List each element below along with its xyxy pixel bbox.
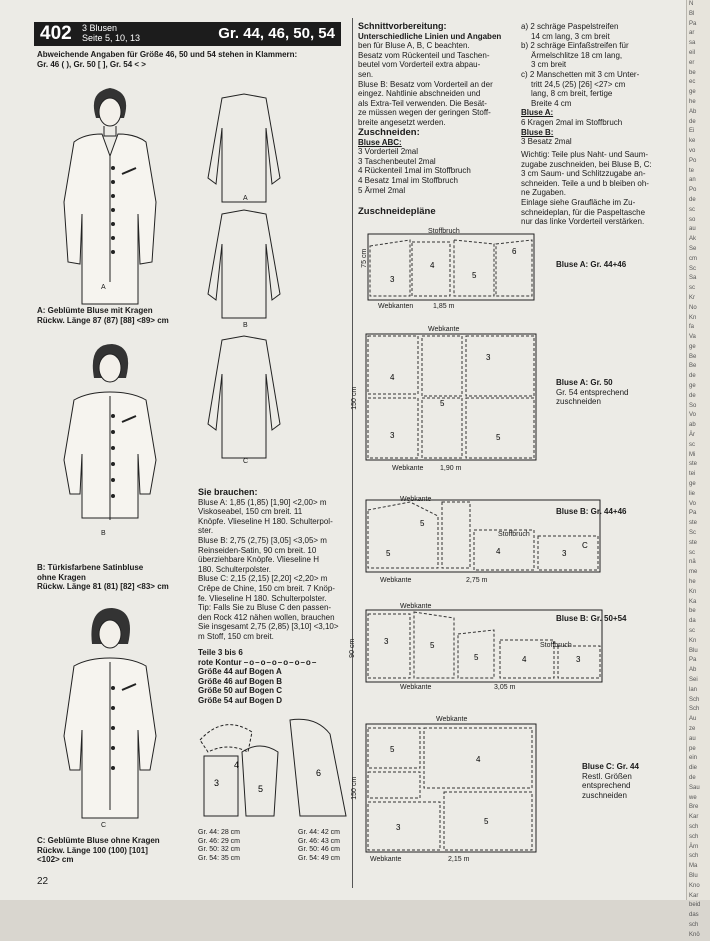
- svg-text:5: 5: [440, 399, 445, 408]
- pattern-number: 402: [40, 23, 72, 44]
- next-page-fragment: Se: [689, 245, 697, 252]
- plan3-webkante-bottom: Webkante: [380, 577, 412, 584]
- svg-text:4: 4: [234, 760, 240, 770]
- next-page-fragment: Ka: [689, 598, 697, 605]
- prep-block: Schnittvorbereitung: Unterschiedliche Linien und Angaben ben für Bluse A, B, C beachten. Besatz vom Rückenteil und Taschen- beutel vom Vorderteil extra abpau- sen. Bluse B: Besatz vom Vorderteil an der eingez. Nahtlinie abschneiden und als Extra-Teil verwenden. Die Besät- ze müssen wegen der geringen Stoff- breite angesetzt werden.: [358, 21, 502, 127]
- svg-text:5: 5: [474, 653, 479, 662]
- next-page-fragment: Ak: [689, 236, 697, 243]
- caption-b: B: Türkisfarbene Satinbluse ohne Kragen Rückw. Länge 81 (81) [82] <83> cm: [37, 563, 169, 592]
- next-page-fragment: vo: [689, 147, 696, 154]
- next-page-fragment: sa: [689, 40, 696, 47]
- cutting-plan-c-44: [356, 718, 546, 858]
- size-note: Abweichende Angaben für Größe 46, 50 und 54 stehen in Klammern: Gr. 46 ( ), Gr. 50 [ ], Gr. 54 < >: [37, 50, 298, 69]
- plan3-stoffbruch: Stoffbruch: [498, 531, 530, 538]
- next-page-fragment: Blu: [689, 647, 698, 654]
- next-page-fragment: ein: [689, 755, 698, 762]
- plan3-label: Bluse B: Gr. 44+46: [556, 507, 627, 516]
- next-page-fragment: sc: [689, 285, 695, 292]
- next-page-fragment: Är: [689, 432, 695, 439]
- next-page-fragment: so: [689, 216, 696, 223]
- next-page-fragment: Blu: [689, 872, 698, 879]
- pattern-pieces: [194, 712, 354, 822]
- svg-text:3: 3: [390, 275, 395, 284]
- svg-text:4: 4: [522, 655, 527, 664]
- svg-text:3: 3: [562, 549, 567, 558]
- next-page-fragment: da: [689, 618, 696, 625]
- next-page-fragment: Ma: [689, 863, 698, 870]
- next-page-fragment: ab: [689, 422, 696, 429]
- next-page-fragment: Ab: [689, 667, 697, 674]
- next-page-fragment: No: [689, 304, 697, 311]
- figure-label-c: C: [101, 822, 107, 829]
- next-page-fragment: Au: [689, 716, 697, 723]
- cutting-plan-a-44-46: [356, 228, 546, 314]
- next-page-fragment: Sc: [689, 530, 697, 537]
- page-number: 22: [37, 876, 49, 887]
- next-page-fragment: te: [689, 167, 695, 174]
- plans-title: Zuschneidepläne: [358, 206, 436, 217]
- cut-title: Zuschneiden:: [358, 127, 420, 138]
- next-page-fragment: Be: [689, 363, 697, 370]
- svg-text:5: 5: [386, 549, 391, 558]
- next-page-fragment: Po: [689, 187, 697, 194]
- cutting-plan-a-50: [356, 326, 546, 468]
- next-page-fragment: Pa: [689, 20, 697, 27]
- next-page-fragment: ge: [689, 343, 696, 350]
- next-page-fragment: Kar: [689, 892, 699, 899]
- caption-a: A: Geblümte Bluse mit Kragen Rückw. Länge 87 (87) [88] <89> cm: [37, 306, 169, 325]
- next-page-fragment: eil: [689, 49, 696, 56]
- pattern-title: 3 Blusen: [82, 23, 118, 33]
- plan5-label: Bluse C: Gr. 44 Restl. Größen entsprechend zuschneiden: [582, 762, 639, 800]
- next-page-fragment: er: [689, 59, 695, 66]
- svg-text:4: 4: [496, 547, 501, 556]
- next-page-fragment: sc: [689, 441, 695, 448]
- next-page-fragment: Be: [689, 353, 697, 360]
- next-page-fragment: ste: [689, 539, 698, 546]
- svg-text:3: 3: [576, 655, 581, 664]
- next-page-fragment: Po: [689, 157, 697, 164]
- next-page-fragment: sch: [689, 853, 699, 860]
- svg-text:5: 5: [472, 271, 477, 280]
- next-page-fragment: au: [689, 226, 696, 233]
- hint-block: Wichtig: Teile plus Naht- und Saum- zugabe zuschneiden, bei Bluse B, C: 3 cm Saum- und Schlitzzugabe an- schneiden. Teile a und b bleiben oh- ne Zugaben. Einlage siehe Graufläche im Zu- schneideplan, für die Paspeltasche nur das linke Vorderteil verstärken.: [521, 150, 652, 227]
- next-page-fragment: ke: [689, 138, 696, 145]
- svg-text:5: 5: [496, 433, 501, 442]
- next-page-fragment: ge: [689, 383, 696, 390]
- parts-block: Teile 3 bis 6 rote Kontur –o–o–o–o–o–o– Größe 44 auf Bogen A Größe 46 auf Bogen B Größe 50 auf Bogen C Größe 54 auf Bogen D: [198, 648, 318, 705]
- plan4-webkante-bottom: Webkante: [400, 684, 432, 691]
- svg-text:5: 5: [420, 519, 425, 528]
- next-page-fragment: So: [689, 402, 697, 409]
- next-page-fragment: sc: [689, 628, 695, 634]
- next-page-fragment: sch: [689, 823, 699, 830]
- plan1-label: Bluse A: Gr. 44+46: [556, 260, 627, 269]
- lengths-left: Gr. 44: 28 cm Gr. 46: 29 cm Gr. 50: 32 cm Gr. 54: 35 cm: [198, 829, 241, 862]
- plan2-webkante: Webkante: [428, 326, 460, 333]
- next-page-fragment: we: [689, 794, 697, 801]
- next-page-fragment: Va: [689, 334, 696, 341]
- next-page-fragment: Pa: [689, 510, 697, 517]
- plan1-width: 75 cm: [361, 248, 369, 268]
- next-page-fragment: Ab: [689, 108, 697, 115]
- next-page-fragment: Sch: [689, 706, 700, 713]
- next-page-fragment: au: [689, 735, 696, 742]
- column-divider: [352, 18, 353, 888]
- next-page-fragment: de: [689, 774, 696, 781]
- next-page-fragment: N: [689, 1, 694, 7]
- pattern-pages: Seite 5, 10, 13: [82, 32, 141, 43]
- plan2-length: 1,90 m: [440, 465, 462, 472]
- next-page-fragment: ec: [689, 79, 696, 86]
- next-page-fragment: cm: [689, 255, 697, 262]
- next-page-fragment: das: [689, 912, 699, 919]
- next-page-fragment: Mi: [689, 451, 696, 458]
- svg-text:4: 4: [476, 755, 481, 764]
- cut-block: Zuschneiden: Bluse ABC: 3 Vorderteil 2mal 3 Taschenbeutel 2mal 4 Rückenteil 1mal im Stoffbruch 4 Besatz 1mal im Stoffbruch 5 Ärmel 2mal: [358, 127, 471, 195]
- plan3-length: 2,75 m: [466, 577, 488, 584]
- figure-blouse-b: [34, 338, 184, 538]
- flat-label-c: C: [243, 458, 249, 465]
- svg-text:6: 6: [512, 247, 517, 256]
- plan4-stoffbruch: Stoffbruch: [540, 642, 572, 649]
- next-page-fragment: Sc: [689, 265, 697, 272]
- next-page-fragment: Kno: [689, 882, 700, 889]
- plan2-label: Bluse A: Gr. 50 Gr. 54 entsprechend zuschneiden: [556, 378, 629, 407]
- next-page-fragment: Pa: [689, 657, 697, 664]
- next-page-fragment: ste: [689, 520, 698, 527]
- next-page-fragment: Vo: [689, 500, 697, 507]
- svg-text:5: 5: [390, 745, 395, 754]
- next-page-fragment: ge: [689, 89, 696, 96]
- svg-text:5: 5: [484, 817, 489, 826]
- pattern-title-block: [82, 24, 140, 43]
- flat-label-b: B: [243, 322, 248, 329]
- next-page-fragment: sc: [689, 549, 695, 556]
- next-page-fragment: be: [689, 608, 696, 615]
- next-page-fragment: beid: [689, 902, 701, 909]
- plan4-label: Bluse B: Gr. 50+54: [556, 614, 627, 623]
- plan4-length: 3,05 m: [494, 684, 516, 691]
- next-page-fragment: lie: [689, 490, 696, 497]
- next-page-fragment: Bre: [689, 804, 699, 811]
- right-list: a) 2 schräge Paspelstreifen 14 cm lang, 3 cm breit b) 2 schräge Einfaßstreifen für Ärmelschlitze 18 cm lang, 3 cm breit c) 2 Manschetten mit 3 cm Unter- tritt 24,5 (25) [26] <27> cm lang, 8 cm breit, fertige Breite 4 cm Bluse A: 6 Kragen 2mal im Stoffbruch Bluse B: 3 Besatz 2mal: [521, 22, 640, 147]
- svg-text:3: 3: [396, 823, 401, 832]
- next-page-fragment: sc: [689, 206, 695, 213]
- next-page-fragment: sch: [689, 833, 699, 840]
- next-page-fragment: tei: [689, 471, 696, 478]
- next-page-fragment: Ei: [689, 128, 695, 135]
- figure-label-a: A: [101, 284, 106, 291]
- needs-block: Sie brauchen: Bluse A: 1,85 (1,85) [1,90] <2,00> m Viskoseabel, 150 cm breit. 11 Knöpfe. Vlieseline H 180. Schulterpol- ster. Bluse B: 2,75 (2,75) [3,05] <3,05> m Reinseiden-Satin, 90 cm breit. 10 überziehbare Knöpfe. Vlieseline H 180. Schulterpolster. Bluse C: 2,15 (2,15) [2,20] <2,20> m Crêpe de Chine, 150 cm breit. 7 Knöp- fe. Vlieseline H 180. Schulterpolster. Tip: Falls Sie zu Bluse C den passen- den Rock 412 nähen wollen, brauchen Sie insgesamt 2,75 (2,85) [3,10] <3,10> m Stoff, 150 cm breit.: [198, 487, 339, 641]
- svg-text:3: 3: [384, 637, 389, 646]
- next-page-fragment: Sau: [689, 784, 700, 791]
- next-page-fragment: Sa: [689, 275, 697, 282]
- next-page-fragment: de: [689, 392, 696, 399]
- plan1-length: 1,85 m: [433, 303, 455, 310]
- pattern-header: [34, 22, 341, 46]
- next-page-edge: [686, 0, 710, 938]
- next-page-fragment: nä: [689, 559, 696, 566]
- plan4-width: 90 cm: [349, 638, 357, 658]
- next-page-fragment: pe: [689, 745, 696, 752]
- next-page-fragment: Kr: [689, 294, 695, 301]
- svg-text:5: 5: [430, 641, 435, 650]
- plan5-webkante-bottom: Webkante: [370, 856, 402, 863]
- svg-text:6: 6: [316, 768, 322, 778]
- next-page-fragment: Kn: [689, 314, 697, 321]
- next-page-fragment: Kar: [689, 814, 699, 821]
- next-page-fragment: de: [689, 373, 696, 380]
- svg-text:4: 4: [390, 373, 395, 382]
- svg-text:3: 3: [390, 431, 395, 440]
- next-page-fragment: be: [689, 69, 696, 76]
- next-page-fragment: Bl: [689, 10, 695, 17]
- plan5-width: 150 cm: [351, 776, 359, 800]
- next-page-fragment: ar: [689, 30, 695, 37]
- next-page-fragment: Kn: [689, 588, 697, 595]
- next-page-fragment: he: [689, 98, 696, 105]
- lengths-right: Gr. 44: 42 cm Gr. 46: 43 cm Gr. 50: 46 cm Gr. 54: 49 cm: [298, 829, 341, 862]
- next-page-fragment: me: [689, 569, 698, 576]
- plan5-length: 2,15 m: [448, 856, 470, 863]
- pattern-sizes: Gr. 44, 46, 50, 54: [218, 25, 335, 42]
- next-page-fragment: ge: [689, 481, 696, 488]
- figure-blouse-a: [34, 82, 184, 302]
- plan1-stoffbruch: Stoffbruch: [428, 228, 460, 235]
- next-page-fragment: fa: [689, 324, 695, 331]
- next-page-fragment: ste: [689, 461, 698, 468]
- svg-text:3: 3: [486, 353, 491, 362]
- svg-text:4: 4: [430, 261, 435, 270]
- plan5-webkante: Webkante: [436, 716, 468, 723]
- next-page-fragment: de: [689, 196, 696, 203]
- next-page-fragment: ze: [689, 725, 696, 732]
- svg-text:5: 5: [258, 784, 264, 794]
- flat-sketches: [200, 88, 290, 468]
- next-page-fragment: he: [689, 579, 696, 586]
- next-page-fragment: de: [689, 118, 696, 125]
- next-page-fragment: Kn: [689, 637, 697, 644]
- next-page-fragment: Knö: [689, 931, 700, 938]
- figure-label-b: B: [101, 530, 106, 537]
- svg-text:3: 3: [214, 778, 220, 788]
- plan1-webkanten: Webkanten: [378, 303, 414, 310]
- plan3-webkante: Webkante: [400, 496, 432, 503]
- svg-text:C: C: [582, 541, 588, 550]
- next-page-fragment: die: [689, 765, 698, 772]
- plan2-width: 150 cm: [351, 386, 359, 410]
- needs-title: Sie brauchen:: [198, 487, 258, 497]
- next-page-fragment: sch: [689, 921, 699, 928]
- next-page-fragment: Ärn: [689, 843, 699, 850]
- flat-label-a: A: [243, 195, 248, 202]
- caption-c: C: Geblümte Bluse ohne Kragen Rückw. Länge 100 (100) [101] <102> cm: [37, 836, 160, 865]
- next-page-fragment: Sei: [689, 676, 698, 683]
- plan4-webkante: Webkante: [400, 603, 432, 610]
- plan2-webkante-bottom: Webkante: [392, 465, 424, 472]
- next-page-fragment: Vo: [689, 412, 697, 419]
- next-page-fragment: an: [689, 177, 696, 184]
- prep-title: Schnittvorbereitung:: [358, 21, 447, 31]
- next-page-fragment: Sch: [689, 696, 700, 703]
- figure-blouse-c: [34, 604, 184, 824]
- next-page-fragment: lan: [689, 686, 698, 693]
